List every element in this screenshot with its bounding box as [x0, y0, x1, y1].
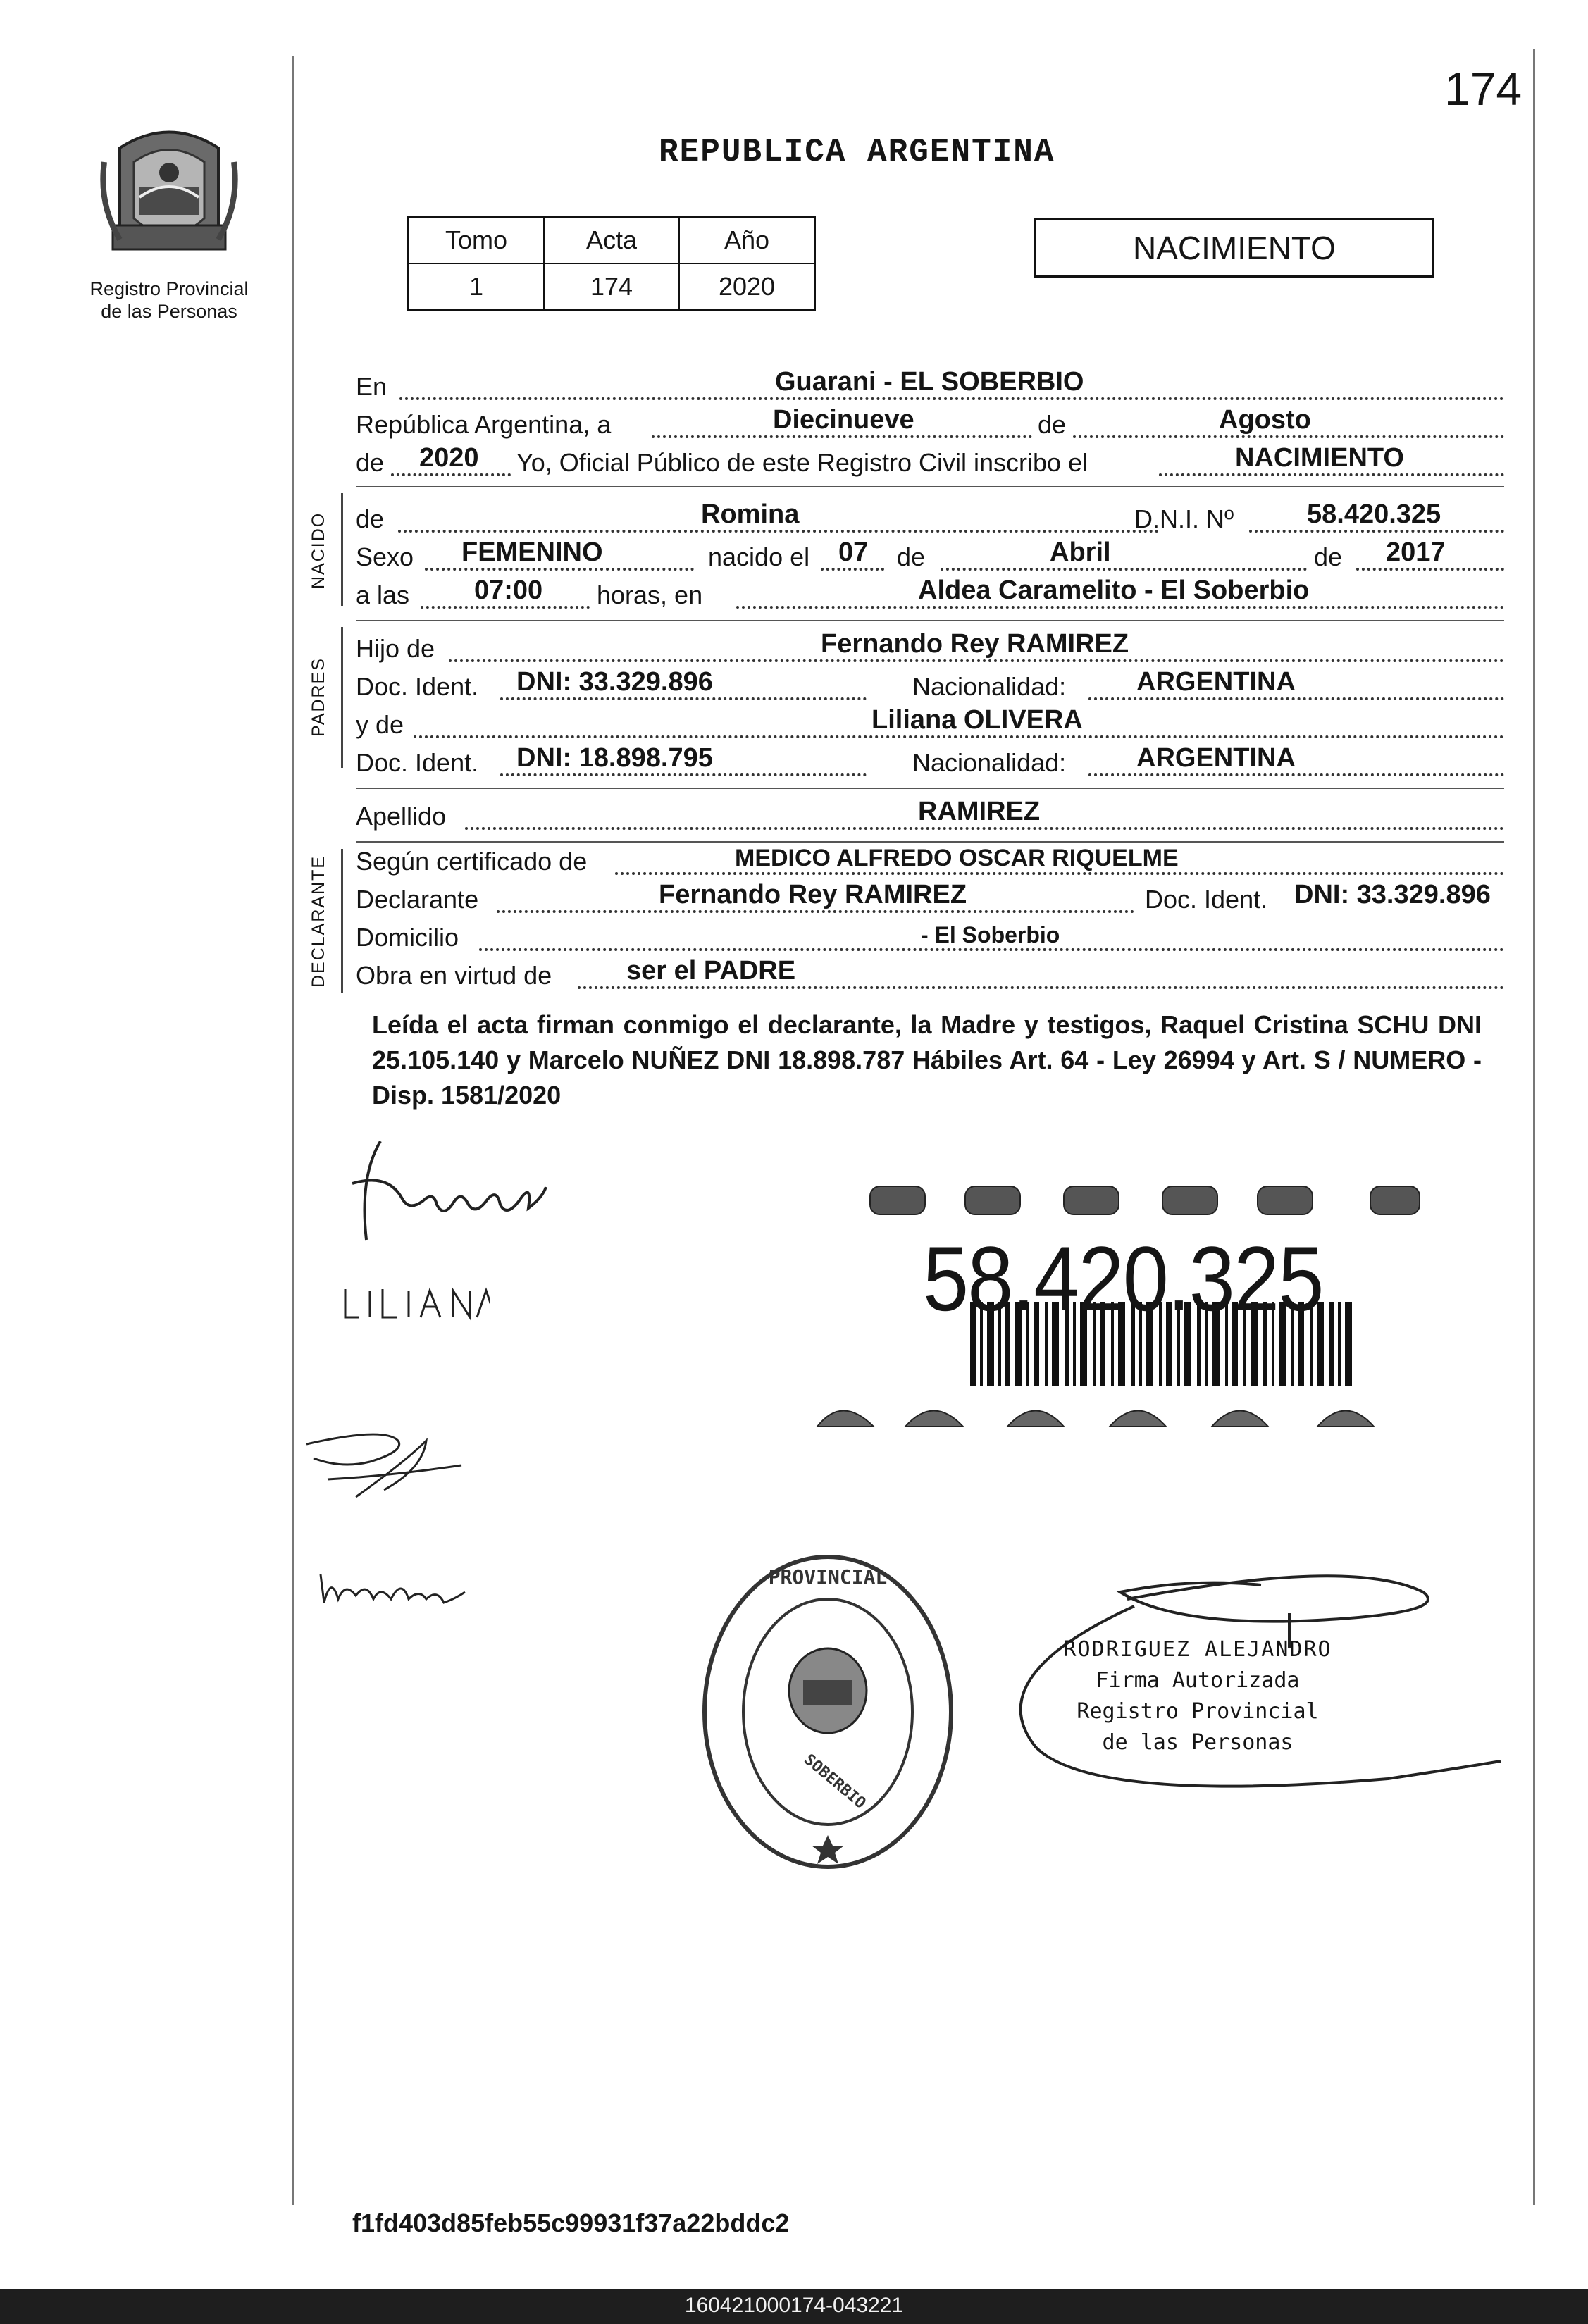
signature-fernando — [331, 1134, 557, 1247]
dotted-line — [1159, 473, 1504, 476]
label-de-ano-nac: de — [1314, 542, 1343, 571]
document-title: REPUBLICA ARGENTINA — [659, 134, 1055, 170]
page-number: 174 — [1444, 63, 1522, 115]
row-doc-madre — [356, 744, 1504, 782]
label-de-ano: de — [356, 448, 385, 477]
section-label-nacido: NACIDO — [309, 511, 328, 589]
organization-line2: de las Personas — [101, 301, 237, 322]
official-role: Firma Autorizada — [1096, 1668, 1300, 1693]
value-doc-padre: DNI: 33.329.896 — [516, 667, 713, 697]
label-nacionalidad-madre: Nacionalidad: — [912, 748, 1067, 777]
label-dni: D.N.I. Nº — [1134, 504, 1234, 533]
label-doc-padre: Doc. Ident. — [356, 672, 479, 701]
label-doc-madre: Doc. Ident. — [356, 748, 479, 777]
dotted-line — [1088, 697, 1504, 700]
organization-name — [77, 278, 261, 323]
value-padre: Fernando Rey RAMIREZ — [821, 629, 1129, 659]
dotted-line — [500, 697, 867, 700]
dotted-line — [465, 827, 1504, 830]
value-declarante: Fernando Rey RAMIREZ — [659, 880, 967, 909]
label-declarante: Declarante — [356, 885, 479, 914]
label-de-nombre: de — [356, 504, 385, 533]
official-name: RODRIGUEZ ALEJANDRO — [1063, 1637, 1332, 1662]
label-obra: Obra en virtud de — [356, 961, 552, 990]
label-a-las: a las — [356, 580, 410, 609]
record-type-box: NACIMIENTO — [1034, 218, 1434, 278]
official-org-line1: Registro Provincial — [1077, 1699, 1319, 1724]
dotted-line — [497, 910, 1134, 913]
register-value-ano: 2020 — [679, 263, 815, 311]
label-nacionalidad-padre: Nacionalidad: — [912, 672, 1067, 701]
row-nombre — [356, 500, 1504, 538]
label-sexo: Sexo — [356, 542, 414, 571]
register-value-acta: 174 — [544, 263, 679, 311]
label-de-mes: de — [1038, 410, 1067, 439]
official-org-line2: de las Personas — [1102, 1730, 1294, 1755]
row-doc-padre — [356, 668, 1504, 706]
label-de-mes-nac: de — [897, 542, 926, 571]
divider — [356, 486, 1504, 487]
signature-liliana — [342, 1282, 490, 1324]
dotted-line — [736, 606, 1504, 609]
value-dni-nacido: 58.420.325 — [1307, 499, 1441, 529]
label-inscribo: Yo, Oficial Público de este Registro Civil inscribo el — [516, 448, 1088, 477]
row-ano-inscribo — [356, 444, 1504, 482]
dotted-line — [449, 659, 1504, 662]
dotted-line — [615, 872, 1504, 875]
dotted-line — [414, 735, 1504, 738]
dotted-line — [1073, 435, 1504, 438]
section-label-padres: PADRES — [309, 657, 328, 737]
label-domicilio: Domicilio — [356, 923, 459, 952]
row-certificado — [356, 843, 1504, 881]
section-bar-declarante — [341, 849, 343, 993]
document-hash: f1fd403d85feb55c99931f37a22bddc2 — [352, 2208, 790, 2237]
divider — [356, 788, 1504, 789]
dotted-line — [391, 473, 511, 476]
signature-marcelo — [314, 1560, 476, 1617]
dotted-line — [421, 606, 590, 609]
value-ano-acta: 2020 — [419, 443, 479, 473]
value-dia-acta: Diecinueve — [773, 405, 914, 435]
row-domicilio — [356, 919, 1504, 957]
dotted-line — [578, 986, 1504, 989]
register-header-acta: Acta — [544, 217, 679, 264]
row-sexo-fecha — [356, 538, 1504, 576]
dotted-line — [941, 568, 1307, 571]
row-hora-lugar — [356, 576, 1504, 614]
section-bar-padres — [341, 627, 343, 768]
value-mes-acta: Agosto — [1219, 405, 1311, 435]
register-header-ano: Año — [679, 217, 815, 264]
barcode-number: 58.420.325 — [923, 1227, 1323, 1330]
official-stamp-text — [1007, 1634, 1388, 1758]
row-declarante — [356, 881, 1504, 919]
section-bar-nacido — [341, 493, 343, 606]
value-hora: 07:00 — [474, 576, 543, 605]
register-value-tomo: 1 — [409, 263, 545, 311]
dotted-line — [398, 530, 1159, 533]
value-certificado: MEDICO ALFREDO OSCAR RIQUELME — [735, 845, 1179, 871]
label-hijo-de: Hijo de — [356, 634, 435, 663]
dotted-line — [1088, 773, 1504, 776]
footer-bar — [0, 2289, 1588, 2324]
value-localidad: Guarani - EL SOBERBIO — [775, 367, 1084, 397]
value-dia-nacimiento: 07 — [838, 537, 869, 567]
value-nacionalidad-padre: ARGENTINA — [1136, 667, 1296, 697]
dotted-line — [399, 397, 1504, 400]
label-horas-en: horas, en — [597, 580, 703, 609]
value-mes-nacimiento: Abril — [1050, 537, 1111, 567]
row-padre — [356, 630, 1504, 668]
value-lugar: Aldea Caramelito - El Soberbio — [918, 576, 1310, 605]
organization-line1: Registro Provincial — [89, 278, 249, 299]
value-madre: Liliana OLIVERA — [871, 705, 1083, 735]
signature-witness-1 — [299, 1419, 483, 1504]
row-madre — [356, 706, 1504, 744]
value-nombre: Romina — [701, 499, 800, 529]
label-nacido-el: nacido el — [708, 542, 810, 571]
value-nacionalidad-madre: ARGENTINA — [1136, 743, 1296, 773]
dotted-line — [1249, 530, 1504, 533]
dotted-line — [1356, 568, 1504, 571]
label-certificado: Según certificado de — [356, 847, 588, 876]
right-margin-line — [1533, 49, 1535, 2205]
dotted-line — [425, 568, 694, 571]
divider — [356, 620, 1504, 621]
label-doc-declarante: Doc. Ident. — [1145, 885, 1268, 914]
dotted-line — [479, 948, 1504, 951]
row-fecha-acta — [356, 406, 1504, 444]
label-apellido: Apellido — [356, 802, 447, 831]
row-obra — [356, 957, 1504, 995]
dotted-line — [652, 435, 1032, 438]
svg-text:PROVINCIAL: PROVINCIAL — [768, 1565, 888, 1589]
register-header-tomo: Tomo — [409, 217, 545, 264]
row-apellido — [356, 797, 1504, 835]
svg-text:SOBERBIO: SOBERBIO — [800, 1751, 869, 1813]
dotted-line — [500, 773, 867, 776]
closing-paragraph: Leída el acta firman conmigo el declarante, la Madre y testigos, Raquel Cristina SCHU DNI 25.105.140 y Marcelo NUÑEZ DNI 18.898.787 Hábiles Art. 64 - Ley 26994 y Art. S / NUMERO - Disp. 1581/2020 — [372, 1010, 1482, 1110]
section-label-declarante: DECLARANTE — [309, 855, 328, 988]
row-en — [356, 368, 1504, 406]
register-table — [407, 216, 816, 311]
value-domicilio: - El Soberbio — [921, 922, 1060, 947]
dotted-line — [821, 568, 884, 571]
label-republica: República Argentina, a — [356, 410, 612, 439]
misiones-seal-icon — [99, 120, 240, 275]
value-apellido: RAMIREZ — [918, 797, 1041, 826]
value-inscribo: NACIMIENTO — [1235, 443, 1404, 473]
label-en: En — [356, 372, 387, 401]
value-doc-madre: DNI: 18.898.795 — [516, 743, 713, 773]
left-margin-line — [292, 56, 294, 2205]
value-ano-nacimiento: 2017 — [1386, 537, 1446, 567]
value-obra: ser el PADRE — [626, 956, 796, 986]
footer-code: 160421000174-043221 — [684, 2294, 904, 2317]
value-sexo: FEMENINO — [461, 537, 603, 567]
value-doc-declarante: DNI: 33.329.896 — [1294, 880, 1491, 909]
label-y-de: y de — [356, 710, 404, 739]
